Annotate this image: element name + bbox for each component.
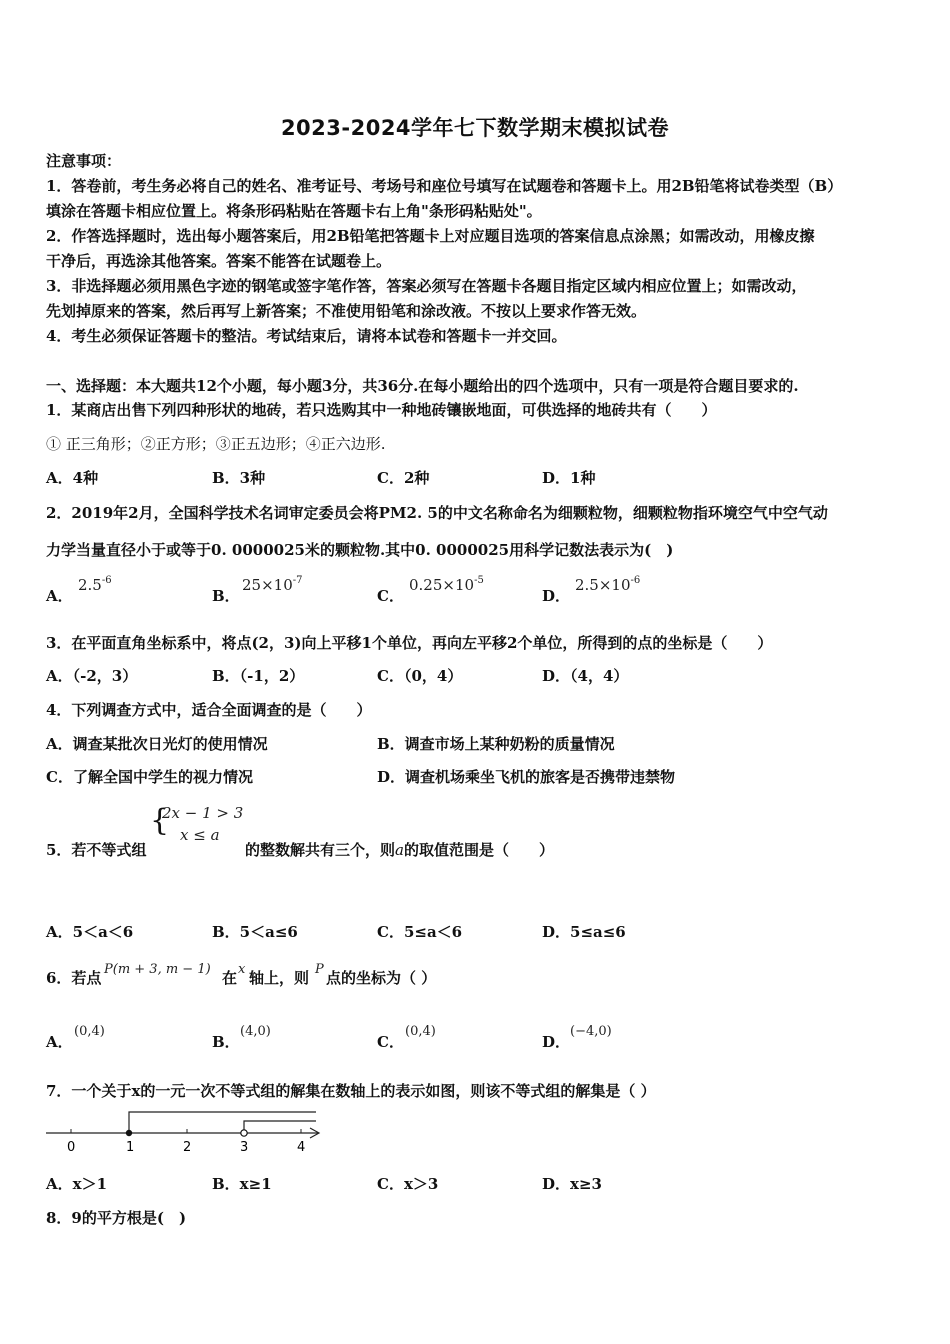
formula-base: 25×10: [242, 576, 293, 594]
option-c: C．5≤a＜6: [377, 923, 463, 941]
question-6-mid2: 轴上，则: [249, 969, 310, 987]
option-b: B．3种: [212, 469, 266, 487]
question-3-stem: 3．在平面直角坐标系中，将点(2，3)向上平移1个单位，再向左平移2个单位，所得到的点的坐标是（ ）: [46, 634, 773, 652]
range-x-ge-1: [129, 1112, 316, 1133]
point-p: P: [315, 962, 324, 977]
option-b-label: B．: [212, 1033, 240, 1051]
suffix-a: 的整数解共有三个，则: [245, 841, 396, 859]
inequality-2: x ≤ a: [180, 826, 220, 844]
formula-base: 2.5: [78, 576, 102, 594]
option-c-value: (0,4): [405, 1024, 436, 1039]
notice-line: 1．答卷前，考生务必将自己的姓名、准考证号、考场号和座位号填写在试题卷和答题卡上。用2B铅笔将试卷类型（B）: [46, 177, 843, 195]
option-b-value: (4,0): [240, 1024, 271, 1039]
notice-heading: 注意事项：: [46, 152, 122, 170]
question-5-suffix: [245, 840, 554, 860]
question-6-mid1: 在: [222, 969, 238, 987]
formula-exponent: -5: [474, 575, 484, 586]
formula-base: 2.5×10: [575, 576, 631, 594]
option-b: B．（-1，2）: [212, 667, 305, 685]
tick-label: 1: [126, 1140, 135, 1155]
formula-base: 0.25×10: [409, 576, 475, 594]
page-title: 2023-2024学年七下数学期末模拟试卷: [280, 116, 670, 140]
range-x-gt-3: [244, 1121, 316, 1133]
question-7-stem: 7．一个关于x的一元一次不等式组的解集在数轴上的表示如图，则该不等式组的解集是（ ）: [46, 1082, 656, 1100]
notice-line: 2．作答选择题时，选出每小题答案后，用2B铅笔把答题卡上对应题目选项的答案信息点涂黑；如需改动，用橡皮擦: [46, 227, 815, 245]
option-c: C．了解全国中学生的视力情况: [46, 768, 253, 786]
option-a: A．5＜a＜6: [46, 923, 134, 941]
option-d-label: D．: [542, 1033, 571, 1051]
notice-line: 先划掉原来的答案，然后再写上新答案；不准使用铅笔和涂改液。不按以上要求作答无效。: [46, 302, 647, 320]
section-heading: 一、选择题：本大题共12个小题，每小题3分，共36分.在每小题给出的四个选项中，只有一项是符合题目要求的.: [46, 377, 799, 395]
option-b-label: B．: [212, 587, 240, 605]
question-5-prefix: 5．若不等式组: [46, 841, 147, 859]
question-2-line1: 2．2019年2月，全国科学技术名词审定委员会将PM2. 5的中文名称命名为细颗粒物，细颗粒物指环境空气中空气动: [46, 504, 828, 522]
brace-symbol: {: [150, 803, 170, 838]
notice-line: 填涂在答题卡相应位置上。将条形码粘贴在答题卡右上角"条形码粘贴处"。: [46, 202, 542, 220]
option-b: B．调查市场上某种奶粉的质量情况: [377, 735, 615, 753]
filled-point: [126, 1130, 132, 1136]
tick-label: 0: [67, 1140, 76, 1155]
notice-line: 干净后，再选涂其他答案。答案不能答在试题卷上。: [46, 252, 392, 270]
inequality-1: 2x − 1 > 3: [162, 804, 244, 822]
notice-line: 4．考生必须保证答题卡的整洁。考试结束后，请将本试卷和答题卡一并交回。: [46, 327, 567, 345]
option-c: C．2种: [377, 469, 430, 487]
option-a-label: A．: [46, 1033, 73, 1051]
formula-exponent: -7: [292, 575, 303, 586]
option-c: C．x＞3: [377, 1175, 439, 1193]
question-1-stem: 1．某商店出售下列四种形状的地砖，若只选购其中一种地砖镶嵌地面，可供选择的地砖共有（ ）: [46, 401, 717, 419]
formula-exponent: -6: [101, 575, 112, 586]
option-a-label: A．: [46, 587, 73, 605]
option-d: D．调查机场乘坐飞机的旅客是否携带违禁物: [377, 768, 676, 786]
point-p-formula: P(m + 3, m − 1): [104, 962, 211, 977]
formula-exponent: -6: [630, 575, 641, 586]
axis-x: x: [238, 962, 246, 977]
option-d-value: (−4,0): [570, 1024, 612, 1039]
option-d-formula: [575, 575, 640, 594]
option-b: B．5＜a≤6: [212, 923, 298, 941]
suffix-b: 的取值范围是（ ）: [403, 841, 554, 859]
option-b: B．x≥1: [212, 1175, 272, 1193]
question-1-sub: ① 正三角形；②正方形；③正五边形；④正六边形.: [46, 435, 386, 453]
option-d: D．x≥3: [542, 1175, 602, 1193]
option-c: C．（0，4）: [377, 667, 463, 685]
variable-a: a: [395, 841, 404, 859]
option-d: D．（4，4）: [542, 667, 629, 685]
notice-line: 3．非选择题必须用黑色字迹的钢笔或签字笔作答，答案必须写在答题卡各题目指定区域内相应位置上；如需改动，: [46, 277, 807, 295]
option-c-formula: [409, 575, 484, 594]
option-d: D．5≤a≤6: [542, 923, 626, 941]
option-d: D．1种: [542, 469, 596, 487]
option-a-value: (0,4): [74, 1024, 105, 1039]
option-a: A．x＞1: [46, 1175, 108, 1193]
option-c-label: C．: [377, 587, 404, 605]
question-6-suffix: 点的坐标为（ ）: [326, 969, 437, 987]
option-c-label: C．: [377, 1033, 404, 1051]
question-6-prefix: 6．若点: [46, 969, 102, 987]
open-point: [241, 1130, 247, 1136]
tick-label: 4: [297, 1140, 306, 1155]
option-b-formula: [242, 575, 303, 594]
option-d-label: D．: [542, 587, 571, 605]
question-8-stem: 8．9的平方根是( ): [46, 1209, 187, 1227]
tick-label: 2: [183, 1140, 192, 1155]
option-a: A．调查某批次日光灯的使用情况: [46, 735, 268, 753]
option-a: A．4种: [46, 469, 99, 487]
number-line-figure: [40, 1106, 330, 1158]
question-4-stem: 4．下列调查方式中，适合全面调查的是（ ）: [46, 701, 372, 719]
option-a-formula: [78, 575, 112, 594]
tick-label: 3: [240, 1140, 249, 1155]
question-2-line2: 力学当量直径小于或等于0. 0000025米的颗粒物.其中0. 0000025用科学记数法表示为( ): [46, 541, 674, 559]
option-a: A．（-2，3）: [46, 667, 138, 685]
